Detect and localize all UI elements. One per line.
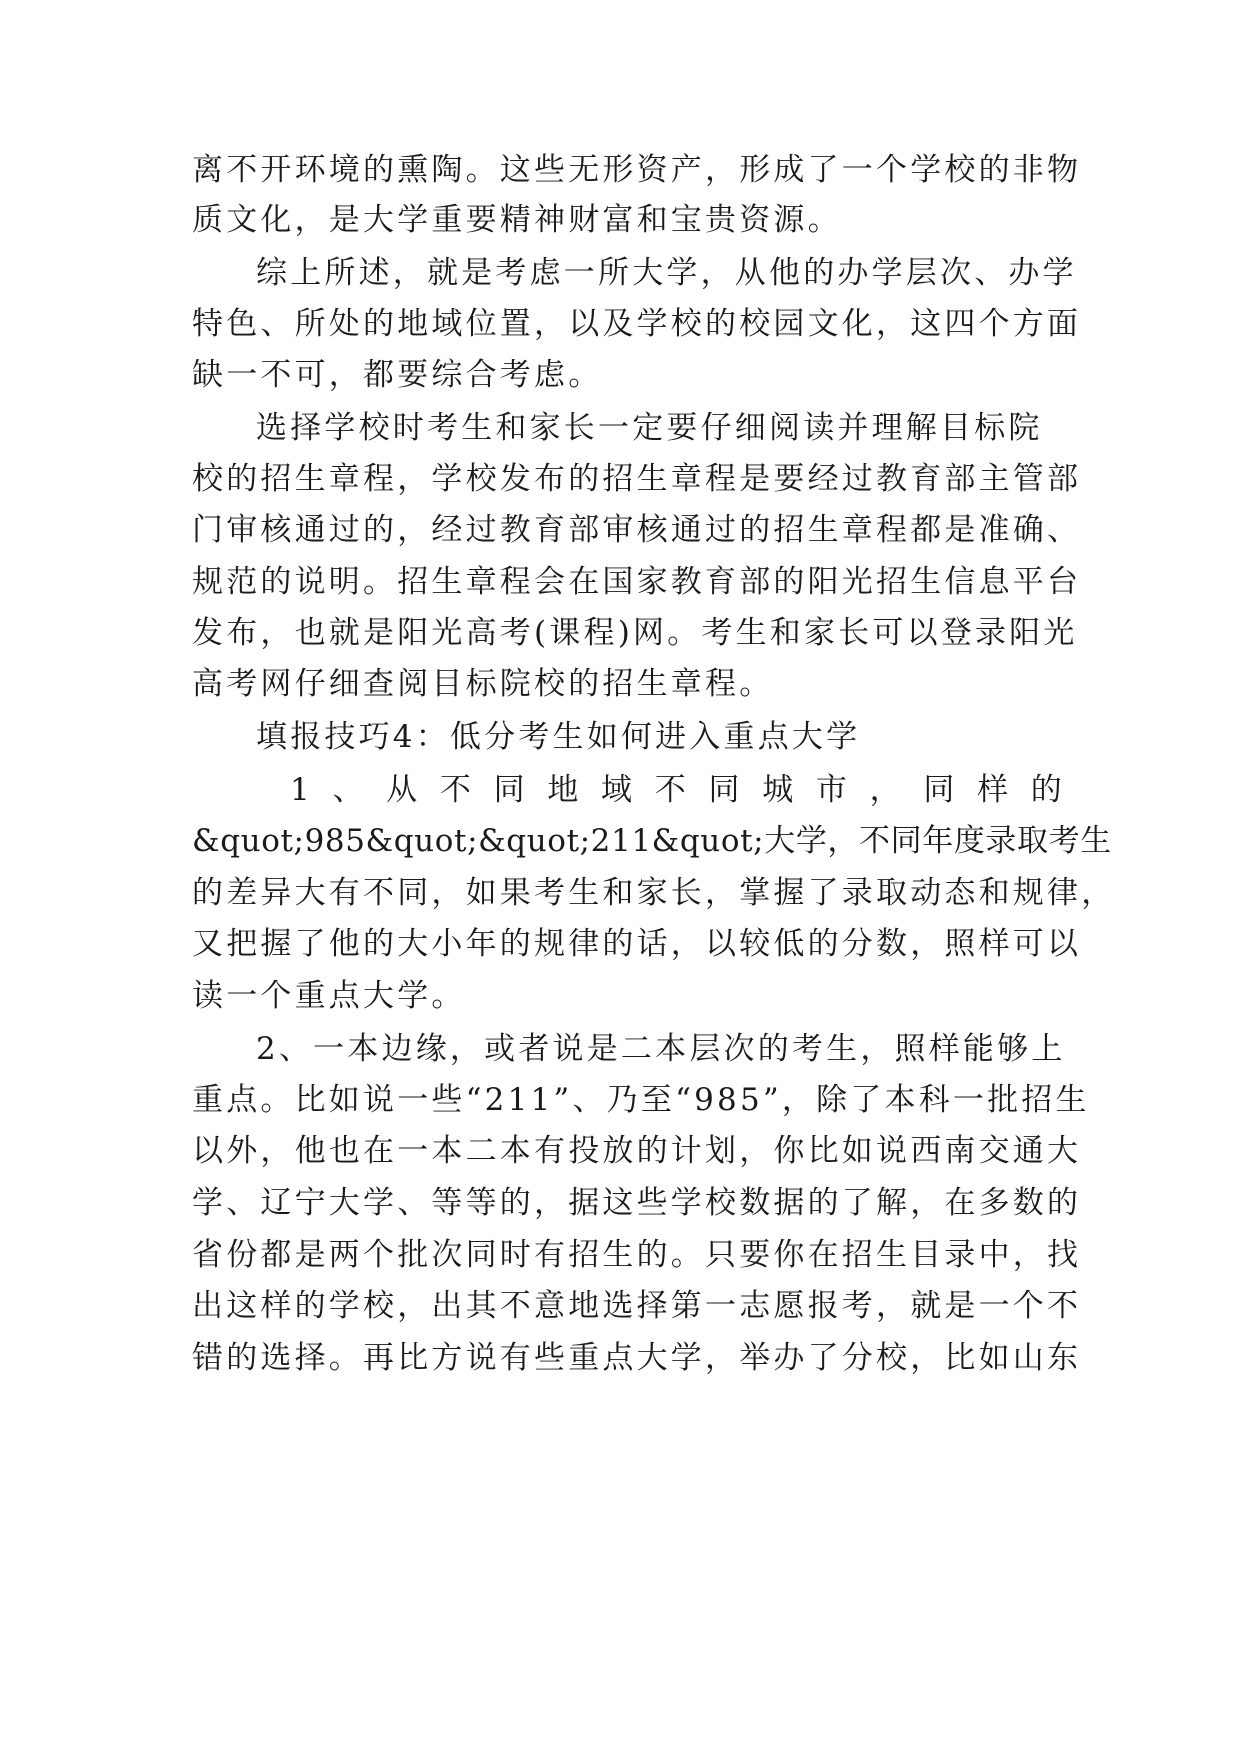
- spread-char: 、: [332, 772, 364, 808]
- text-line: 门审核通过的，经过教育部审核通过的招生章程都是准确、: [192, 512, 1082, 548]
- text-line: 的差异大有不同，如果考生和家长，掌握了录取动态和规律，: [192, 875, 1116, 911]
- spread-char: 1: [290, 772, 310, 808]
- spread-text-line: [290, 770, 1062, 810]
- spread-char: 市: [815, 772, 847, 808]
- text-line: 特色、所处的地域位置，以及学校的校园文化，这四个方面: [192, 306, 1082, 342]
- spread-char: 同: [923, 772, 955, 808]
- spread-char: ，: [869, 772, 901, 808]
- spread-char: 样: [977, 772, 1009, 808]
- text-line: 读一个重点大学。: [192, 978, 466, 1014]
- spread-char: 同: [708, 772, 740, 808]
- text-line: &quot;985&quot;&quot;211&quot;大学，不同年度录取考生: [192, 823, 1112, 859]
- spread-char: 地: [547, 772, 579, 808]
- section-heading: 填报技巧4：低分考生如何进入重点大学: [256, 719, 861, 755]
- text-line: 以外，他也在一本二本有投放的计划，你比如说西南交通大: [192, 1133, 1082, 1169]
- text-line: 缺一不可，都要综合考虑。: [192, 357, 603, 393]
- text-line: 重点。比如说一些“211”、乃至“985”，除了本科一批招生: [192, 1082, 1090, 1118]
- text-line: 校的招生章程，学校发布的招生章程是要经过教育部主管部: [192, 461, 1082, 497]
- spread-char: 从: [386, 772, 418, 808]
- text-line: 离不开环境的熏陶。这些无形资产，形成了一个学校的非物: [192, 152, 1082, 188]
- spread-char: 域: [601, 772, 633, 808]
- spread-char: 城: [762, 772, 794, 808]
- text-line: 发布，也就是阳光高考(课程)网。考生和家长可以登录阳光: [192, 615, 1078, 651]
- paragraph-first-line: 综上所述，就是考虑一所大学，从他的办学层次、办学: [256, 255, 1077, 291]
- text-line: 学、辽宁大学、等等的，据这些学校数据的了解，在多数的: [192, 1185, 1082, 1221]
- spread-char: 的: [1030, 772, 1062, 808]
- text-line: 高考网仔细查阅目标院校的招生章程。: [192, 666, 774, 702]
- paragraph-first-line: 选择学校时考生和家长一定要仔细阅读并理解目标院: [256, 410, 1043, 446]
- text-line: 出这样的学校，出其不意地选择第一志愿报考，就是一个不: [192, 1288, 1082, 1324]
- spread-char: 不: [654, 772, 686, 808]
- spread-char: 同: [493, 772, 525, 808]
- paragraph-first-line: 2、一本边缘，或者说是二本层次的考生，照样能够上: [256, 1031, 1066, 1067]
- text-line: 错的选择。再比方说有些重点大学，举办了分校，比如山东: [192, 1340, 1082, 1376]
- text-line: 质文化，是大学重要精神财富和宝贵资源。: [192, 202, 842, 238]
- text-line: 省份都是两个批次同时有招生的。只要你在招生目录中，找: [192, 1237, 1082, 1273]
- text-line: 又把握了他的大小年的规律的话，以较低的分数，照样可以: [192, 926, 1082, 962]
- spread-char: 不: [439, 772, 471, 808]
- text-line: 规范的说明。招生章程会在国家教育部的阳光招生信息平台: [192, 564, 1082, 600]
